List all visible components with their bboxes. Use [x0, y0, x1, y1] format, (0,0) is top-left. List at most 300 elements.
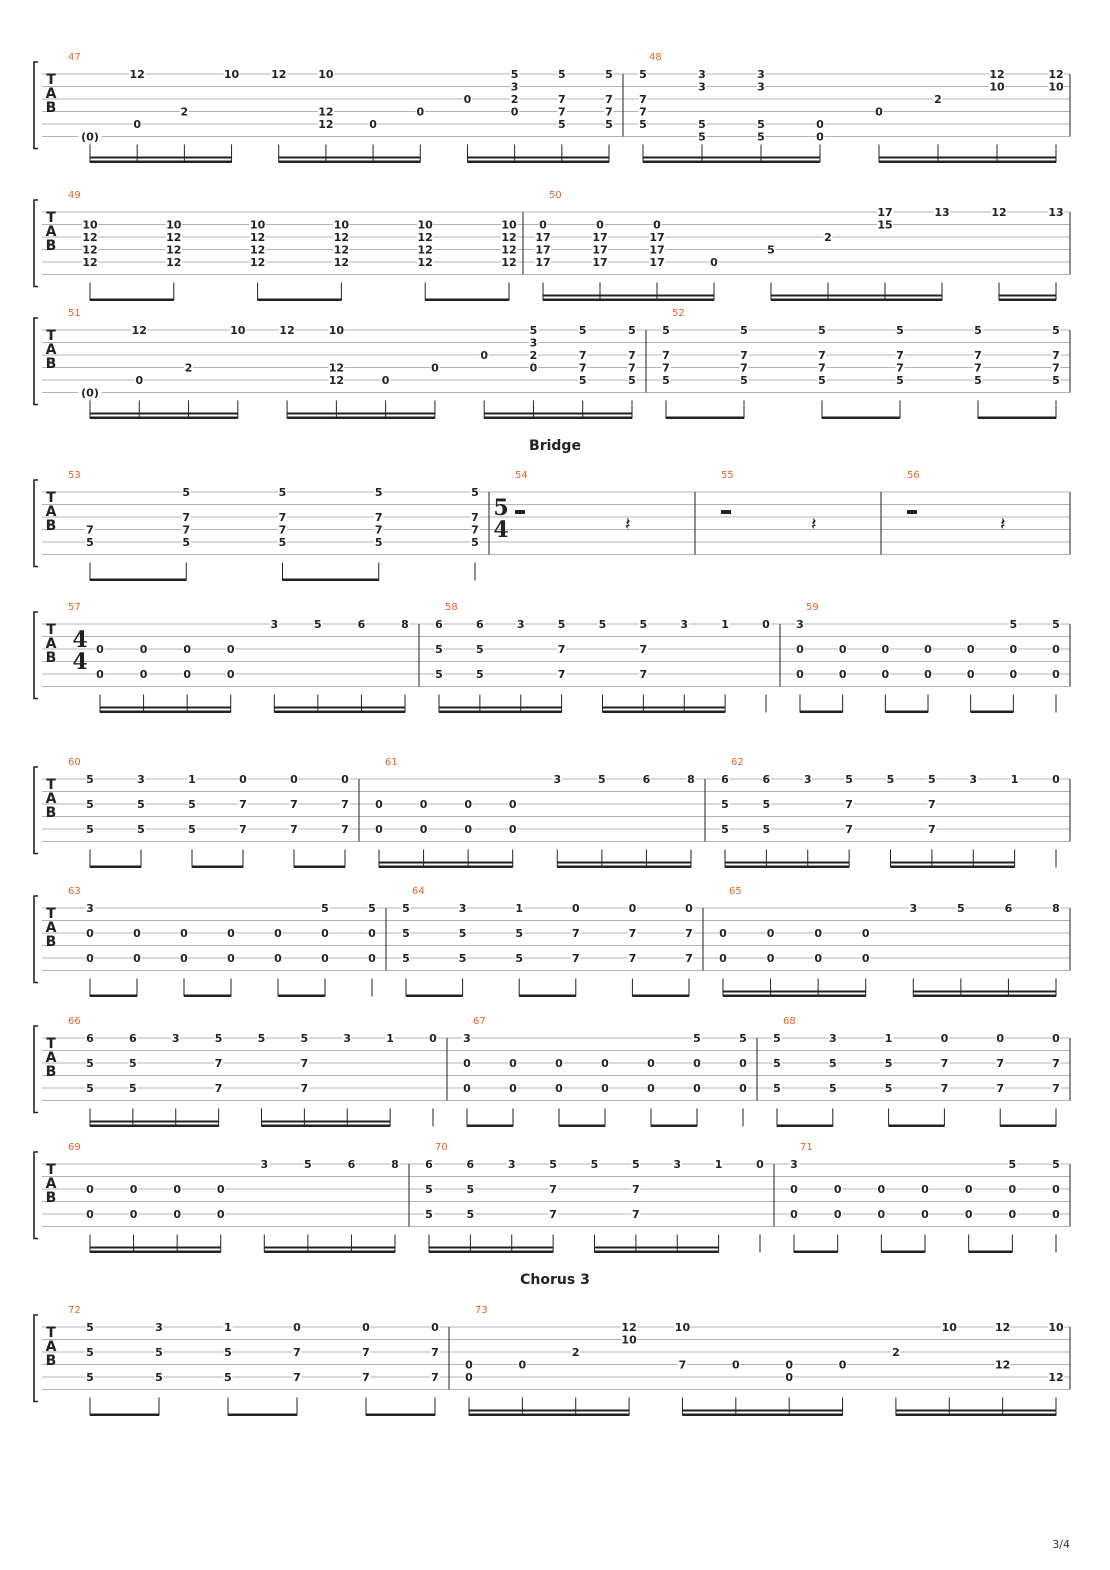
fret-number: 17 [592, 256, 608, 269]
fret-number: 5 [321, 902, 329, 915]
fret-number: 17 [877, 206, 893, 219]
note-beam [279, 161, 421, 164]
measure-number: 60 [68, 757, 81, 768]
fret-number: 0 [647, 1057, 655, 1070]
fret-number: 17 [592, 231, 608, 244]
fret-number: 0 [429, 1032, 437, 1045]
fret-number: 6 [129, 1032, 137, 1045]
system-bracket [34, 612, 38, 699]
fret-number: 7 [928, 823, 936, 836]
fret-number: 5 [471, 536, 479, 549]
note-beam [279, 157, 421, 159]
fret-number: 0 [129, 1208, 138, 1221]
fret-number: 7 [974, 349, 982, 362]
note-beam [228, 1414, 297, 1417]
measure-number: 63 [68, 886, 81, 897]
fret-number: (0) [81, 130, 99, 144]
fret-number: 0 [596, 218, 604, 232]
fret-number: 5 [828, 1057, 837, 1070]
fret-number: 3 [680, 618, 689, 631]
note-beam [90, 1247, 221, 1249]
fret-number: 0 [739, 1057, 747, 1070]
fret-number: 0 [601, 1057, 609, 1070]
fret-number: 5 [1052, 1158, 1060, 1171]
tab-clef-letter: A [45, 636, 57, 652]
fret-number: 0 [816, 118, 824, 131]
fret-number: 7 [1052, 1082, 1060, 1095]
tab-clef-letter: T [46, 72, 56, 88]
fret-number: 1 [1010, 773, 1019, 786]
fret-number: 2 [510, 93, 519, 106]
system-bracket [34, 62, 38, 149]
note-beam [262, 1121, 391, 1123]
note-beam [264, 1251, 395, 1254]
fret-number: 5 [257, 1032, 266, 1045]
fret-number: 0 [996, 1032, 1005, 1045]
measure-number: 59 [806, 602, 819, 613]
fret-number: 0 [966, 643, 975, 656]
fret-number: 0 [183, 643, 191, 656]
fret-number: 0 [785, 1371, 794, 1384]
system-bracket [34, 1152, 38, 1239]
note-beam [287, 417, 435, 420]
fret-number: 7 [628, 361, 636, 375]
fret-number: 7 [341, 823, 349, 836]
time-signature-digit: 4 [72, 627, 88, 653]
note-beam [666, 417, 744, 420]
fret-number: 0 [647, 1082, 655, 1095]
fret-number: 8 [401, 618, 409, 631]
fret-number: 0 [693, 1082, 701, 1095]
note-beam [519, 995, 576, 998]
note-beam [999, 295, 1056, 297]
fret-number: 5 [598, 773, 606, 786]
note-beam [822, 417, 900, 420]
fret-number: 0 [133, 118, 142, 131]
fret-number: 5 [402, 902, 410, 915]
time-signature-digit: 5 [493, 495, 509, 521]
fret-number: 15 [877, 218, 893, 232]
note-beam [896, 1414, 1056, 1417]
fret-number: 7 [214, 1082, 223, 1095]
fret-number: 0 [921, 1183, 929, 1196]
fret-number: 0 [216, 1183, 225, 1196]
fret-number: 5 [1052, 374, 1060, 387]
fret-number: 5 [425, 1208, 433, 1221]
fret-number: 7 [605, 93, 613, 106]
fret-number: 0 [762, 618, 770, 631]
note-beam [264, 1247, 395, 1249]
fret-number: 7 [471, 523, 479, 537]
tab-clef-letter: T [46, 622, 56, 638]
fret-number: 0 [719, 927, 727, 940]
fret-number: 7 [818, 361, 826, 375]
fret-number: 5 [188, 823, 196, 836]
rest-mark: 𝄽 [1000, 514, 1006, 535]
tab-clef-letter: T [46, 210, 56, 226]
fret-number: 0 [341, 773, 349, 786]
rest-mark [721, 510, 731, 514]
fret-number: 12 [82, 243, 98, 257]
fret-number: 12 [129, 68, 145, 81]
fret-number: 3 [516, 618, 525, 631]
note-beam [891, 866, 1015, 869]
fret-number: 0 [431, 361, 439, 375]
fret-number: 5 [374, 536, 383, 549]
fret-number: 10 [223, 68, 240, 81]
fret-number: 0 [463, 93, 472, 106]
fret-number: 12 [989, 68, 1005, 81]
fret-number: 12 [501, 231, 517, 244]
fret-number: 0 [814, 927, 822, 940]
fret-number: 0 [796, 668, 804, 681]
fret-number: 1 [721, 618, 729, 631]
fret-number: 0 [861, 952, 870, 965]
fret-number: 7 [182, 511, 191, 524]
fret-number: 0 [710, 256, 718, 269]
fret-number: 5 [1052, 324, 1060, 337]
note-beam [467, 161, 609, 164]
fret-number: 17 [535, 231, 551, 244]
fret-number: 0 [1008, 1208, 1017, 1221]
fret-number: 2 [892, 1346, 900, 1359]
fret-number: 7 [678, 1358, 687, 1372]
fret-number: 0 [183, 668, 191, 681]
fret-number: 5 [314, 618, 322, 631]
fret-number: 12 [333, 231, 350, 244]
note-beam [90, 866, 141, 869]
fret-number: 0 [368, 952, 376, 965]
fret-number: 5 [86, 1082, 94, 1095]
note-beam [90, 157, 232, 159]
fret-number: 0 [924, 643, 932, 656]
fret-number: 5 [628, 374, 636, 387]
note-beam [603, 711, 726, 714]
tab-clef-letter: T [46, 490, 56, 506]
fret-number: 8 [1052, 902, 1060, 915]
tab-clef-letter: A [45, 1050, 57, 1066]
note-beam [274, 711, 405, 714]
fret-number: 0 [881, 643, 890, 656]
fret-number: 5 [155, 1346, 163, 1359]
fret-number: 0 [86, 952, 94, 965]
fret-number: 0 [139, 668, 148, 681]
fret-number: 5 [86, 1321, 94, 1334]
fret-number: 0 [86, 1208, 94, 1221]
fret-number: 5 [698, 118, 706, 131]
fret-number: 5 [974, 374, 982, 387]
note-beam [429, 1247, 553, 1249]
fret-number: 5 [662, 374, 670, 387]
note-beam [723, 995, 866, 998]
fret-number: 5 [466, 1183, 475, 1196]
fret-number: 5 [557, 68, 566, 81]
tab-clef-letter: T [46, 328, 56, 344]
fret-number: 6 [466, 1158, 475, 1171]
note-beam [484, 417, 632, 420]
measure-number: 71 [800, 1142, 813, 1153]
fret-number: 7 [740, 349, 748, 362]
tab-clef-letter: A [45, 342, 57, 358]
fret-number: 0 [464, 798, 472, 811]
fret-number: 5 [425, 1183, 433, 1196]
tab-clef-letter: B [45, 1353, 57, 1369]
note-beam [100, 711, 231, 714]
fret-number: 12 [333, 243, 350, 257]
note-beam [557, 866, 691, 869]
fret-number: 0 [814, 952, 822, 965]
note-beam [595, 1247, 719, 1249]
note-beam [879, 161, 1056, 164]
fret-number: 0 [790, 1208, 798, 1221]
fret-number: 0 [227, 952, 235, 965]
fret-number: 0 [375, 823, 383, 836]
fret-number: 0 [96, 668, 104, 681]
fret-number: 5 [188, 798, 196, 811]
note-beam [379, 866, 513, 869]
fret-number: 0 [766, 952, 775, 965]
fret-number: 7 [639, 668, 648, 681]
tab-clef-letter: A [45, 1339, 57, 1355]
fret-number: 0 [555, 1057, 563, 1070]
fret-number: 5 [458, 927, 467, 940]
fret-number: 0 [463, 1057, 471, 1070]
fret-number: 5 [86, 1057, 94, 1070]
fret-number: 0 [966, 668, 975, 681]
note-beam [287, 413, 435, 415]
fret-number: 0 [693, 1057, 701, 1070]
rest-mark: 𝄽 [811, 514, 817, 535]
note-beam [557, 862, 691, 864]
fret-number: 7 [293, 1371, 301, 1384]
fret-number: 3 [463, 1032, 471, 1045]
fret-number: 17 [649, 256, 665, 269]
fret-number: 5 [182, 536, 191, 549]
note-beam [90, 1125, 219, 1128]
fret-number: 7 [818, 349, 826, 362]
fret-number: 5 [300, 1032, 309, 1045]
fret-number: 3 [458, 902, 467, 915]
tab-clef-letter: A [45, 224, 57, 240]
fret-number: 0 [381, 374, 390, 387]
fret-number: 5 [86, 823, 94, 836]
fret-number: 0 [881, 668, 890, 681]
measure-number: 56 [907, 470, 920, 481]
note-beam [90, 1251, 221, 1254]
system-bracket [34, 480, 38, 567]
measure-number: 61 [385, 757, 398, 768]
note-beam [999, 299, 1056, 302]
fret-number: 0 [756, 1158, 764, 1171]
fret-number: 0 [508, 823, 517, 836]
fret-number: 12 [1048, 1371, 1064, 1384]
fret-number: 0 [362, 1321, 370, 1334]
fret-number: 5 [368, 902, 376, 915]
fret-number: 0 [924, 668, 932, 681]
fret-number: 0 [133, 927, 141, 940]
fret-number: 0 [964, 1183, 973, 1196]
note-beam [90, 161, 232, 164]
fret-number: 5 [466, 1208, 475, 1221]
fret-number: 7 [374, 511, 383, 524]
fret-number: 0 [274, 927, 282, 940]
system-bracket [34, 767, 38, 854]
note-beam [439, 711, 562, 714]
fret-number: 5 [762, 798, 771, 811]
fret-number: 0 [1052, 1183, 1060, 1196]
fret-number: 6 [435, 618, 443, 631]
fret-number: 0 [431, 1321, 439, 1334]
fret-number: 0 [861, 927, 870, 940]
fret-number: 3 [969, 773, 978, 786]
fret-number: 6 [762, 773, 771, 786]
fret-number: 1 [224, 1321, 232, 1334]
fret-number: 2 [184, 361, 193, 375]
fret-number: 3 [507, 1158, 516, 1171]
fret-number: 7 [239, 823, 247, 836]
note-beam [258, 299, 342, 302]
fret-number: 5 [214, 1032, 223, 1045]
fret-number: 10 [249, 218, 266, 232]
fret-number: 7 [996, 1082, 1005, 1095]
fret-number: 5 [402, 927, 410, 940]
fret-number: 7 [571, 952, 580, 965]
fret-number: 7 [471, 511, 479, 524]
system-bracket [34, 1026, 38, 1113]
fret-number: 7 [896, 361, 904, 375]
fret-number: 0 [785, 1358, 794, 1372]
tab-clef-letter: B [45, 805, 57, 821]
fret-number: 7 [845, 798, 853, 811]
tab-clef-letter: B [45, 100, 57, 116]
tab-clef-letter: T [46, 777, 56, 793]
fret-number: 0 [464, 823, 472, 836]
note-beam [283, 579, 379, 582]
fret-number: 7 [605, 105, 613, 119]
fret-number: 12 [328, 374, 345, 387]
fret-number: 0 [226, 643, 235, 656]
fret-number: 0 [369, 118, 377, 131]
note-beam [543, 299, 714, 302]
fret-number: 12 [417, 256, 433, 269]
note-beam [682, 1414, 842, 1417]
fret-number: 7 [740, 361, 748, 375]
fret-number: 5 [129, 1057, 137, 1070]
fret-number: 12 [131, 324, 147, 337]
fret-number: 0 [510, 105, 519, 119]
note-beam [469, 1414, 629, 1417]
system-bracket [34, 1315, 38, 1402]
note-beam [643, 161, 820, 164]
fret-number: 6 [425, 1158, 433, 1171]
note-beam [425, 299, 509, 302]
note-beam [467, 1125, 513, 1128]
fret-number: 7 [214, 1057, 223, 1070]
fret-number: 7 [549, 1183, 557, 1196]
fret-number: 7 [639, 105, 647, 119]
fret-number: 7 [571, 927, 580, 940]
note-beam [771, 299, 942, 302]
fret-number: 5 [628, 324, 636, 337]
fret-number: 0 [796, 643, 804, 656]
fret-number: 0 [875, 105, 883, 119]
note-beam [794, 1251, 838, 1254]
fret-number: 10 [328, 324, 345, 337]
fret-number: 10 [417, 218, 433, 232]
note-beam [771, 295, 942, 297]
fret-number: 7 [557, 643, 566, 656]
fret-number: 7 [1052, 349, 1060, 362]
fret-number: 0 [921, 1208, 929, 1221]
note-beam [484, 413, 632, 415]
tab-clef-letter: B [45, 934, 57, 950]
note-beam [723, 991, 866, 993]
fret-number: 13 [934, 206, 950, 219]
measure-number: 72 [68, 1305, 81, 1316]
fret-number: 0 [180, 952, 188, 965]
rest-mark: 𝄽 [625, 514, 631, 535]
fret-number: 7 [290, 823, 298, 836]
fret-number: 7 [662, 349, 670, 362]
tab-clef-letter: T [46, 1036, 56, 1052]
tab-clef-letter: B [45, 1064, 57, 1080]
tab-clef-letter: T [46, 906, 56, 922]
measure-number: 48 [649, 52, 662, 63]
fret-number: 5 [639, 68, 647, 81]
fret-number: 12 [417, 243, 433, 257]
fret-number: 5 [605, 118, 613, 131]
fret-number: 5 [476, 643, 484, 656]
fret-number: 10 [501, 218, 517, 232]
fret-number: 5 [458, 952, 467, 965]
fret-number: 5 [476, 668, 484, 681]
note-beam [294, 866, 345, 869]
fret-number: 0 [628, 902, 637, 915]
fret-number: 5 [740, 324, 748, 337]
fret-number: 12 [279, 324, 295, 337]
fret-number: 0 [1052, 1208, 1060, 1221]
measure-number: 65 [729, 886, 742, 897]
note-beam [262, 1125, 391, 1128]
fret-number: 6 [642, 773, 651, 786]
system-bracket [34, 896, 38, 983]
fret-number: 5 [515, 927, 524, 940]
fret-number: 3 [137, 773, 145, 786]
fret-number: 12 [82, 256, 98, 269]
fret-number: 5 [137, 823, 145, 836]
note-beam [90, 579, 186, 582]
fret-number: 2 [529, 349, 538, 362]
fret-number: 0 [1052, 773, 1060, 786]
measure-number: 52 [672, 308, 685, 319]
fret-number: 3 [790, 1158, 798, 1171]
fret-number: 0 [1009, 668, 1018, 681]
fret-number: 5 [557, 618, 566, 631]
fret-number: 7 [1052, 1057, 1060, 1070]
fret-number: 0 [419, 798, 428, 811]
note-beam [90, 1414, 159, 1417]
fret-number: 5 [86, 798, 94, 811]
fret-number: 0 [653, 218, 661, 232]
note-beam [595, 1251, 719, 1254]
fret-number: 10 [674, 1321, 691, 1334]
fret-number: 6 [86, 1032, 94, 1045]
fret-number: 6 [357, 618, 366, 631]
fret-number: 5 [598, 618, 607, 631]
fret-number: 12 [166, 231, 182, 244]
fret-number: 5 [721, 798, 729, 811]
fret-number: 5 [773, 1057, 781, 1070]
